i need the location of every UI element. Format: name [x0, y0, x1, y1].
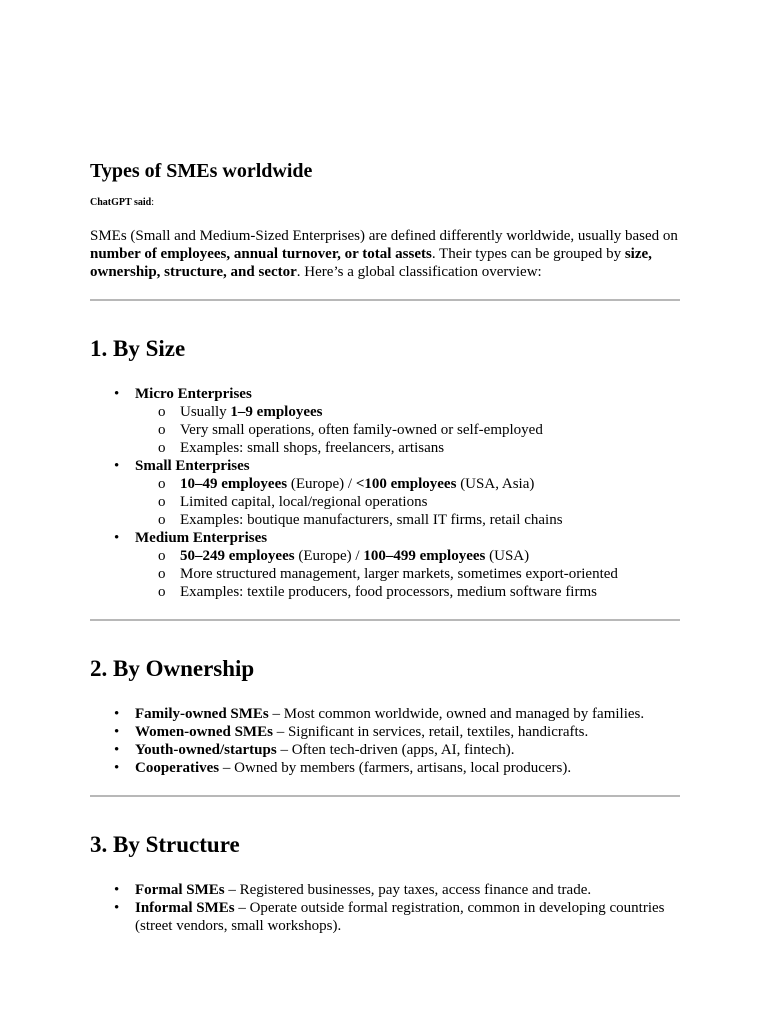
intro-paragraph — [90, 227, 680, 281]
intro-text-2: . Their types can be grouped by — [431, 246, 625, 262]
intro-text-3: . Here’s a global classification overview: — [296, 264, 542, 280]
size-list — [90, 385, 680, 601]
sublist-item: o Examples: small shops, freelancers, artisans — [135, 439, 680, 457]
sublist-item: o Limited capital, local/regional operations — [135, 493, 680, 511]
structure-list — [90, 881, 680, 935]
list-item: • Youth-owned/startups – Often tech-driven (apps, AI, fintech). — [90, 741, 680, 759]
divider — [90, 619, 680, 621]
list-item-micro — [90, 385, 680, 457]
medium-sublist — [135, 547, 680, 601]
list-item: • Cooperatives – Owned by members (farmers, artisans, local producers). — [90, 759, 680, 777]
sublist-item: o Examples: textile producers, food processors, medium software firms — [135, 583, 680, 601]
list-item-label: Micro Enterprises — [135, 386, 252, 402]
sublist-item: o Examples: boutique manufacturers, small IT firms, retail chains — [135, 511, 680, 529]
sublist-item: o 10–49 employees (Europe) / <100 employees (USA, Asia) — [135, 475, 680, 493]
list-item: • Informal SMEs – Operate outside formal registration, common in developing countries (street vendors, small workshops). — [90, 899, 680, 935]
sublist-item: o Very small operations, often family-owned or self-employed — [135, 421, 680, 439]
micro-sublist — [135, 403, 680, 457]
intro-text-1: SMEs (Small and Medium-Sized Enterprises) are defined differently worldwide, usually based on — [90, 228, 678, 244]
sublist-item: o Usually 1–9 employees — [135, 403, 680, 421]
small-sublist — [135, 475, 680, 529]
list-item: • Women-owned SMEs – Significant in services, retail, textiles, handicrafts. — [90, 723, 680, 741]
list-item-label: Small Enterprises — [135, 458, 250, 474]
author-name: ChatGPT said — [90, 197, 152, 208]
divider — [90, 795, 680, 797]
sublist-item: o 50–249 employees (Europe) / 100–499 employees (USA) — [135, 547, 680, 565]
ownership-list — [90, 705, 680, 777]
section-heading-size: 1. By Size — [90, 336, 186, 361]
list-item: • Formal SMEs – Registered businesses, pay taxes, access finance and trade. — [90, 881, 680, 899]
author-attribution — [90, 196, 680, 210]
sublist-item: o More structured management, larger markets, sometimes export-oriented — [135, 565, 680, 583]
document-title: Types of SMEs worldwide — [90, 160, 313, 182]
intro-bold-2: size, ownership, structure, and sector — [90, 246, 652, 280]
divider — [90, 299, 680, 301]
author-colon: : — [151, 197, 155, 208]
section-heading-ownership: 2. By Ownership — [90, 656, 255, 681]
intro-bold-1: number of employees, annual turnover, or total assets — [90, 246, 432, 262]
list-item: • Family-owned SMEs – Most common worldwide, owned and managed by families. — [90, 705, 680, 723]
list-item-small — [90, 457, 680, 529]
document-content — [90, 156, 680, 935]
section-heading-structure: 3. By Structure — [90, 832, 240, 857]
list-item-label: Medium Enterprises — [135, 530, 268, 546]
list-item-medium — [90, 529, 680, 601]
